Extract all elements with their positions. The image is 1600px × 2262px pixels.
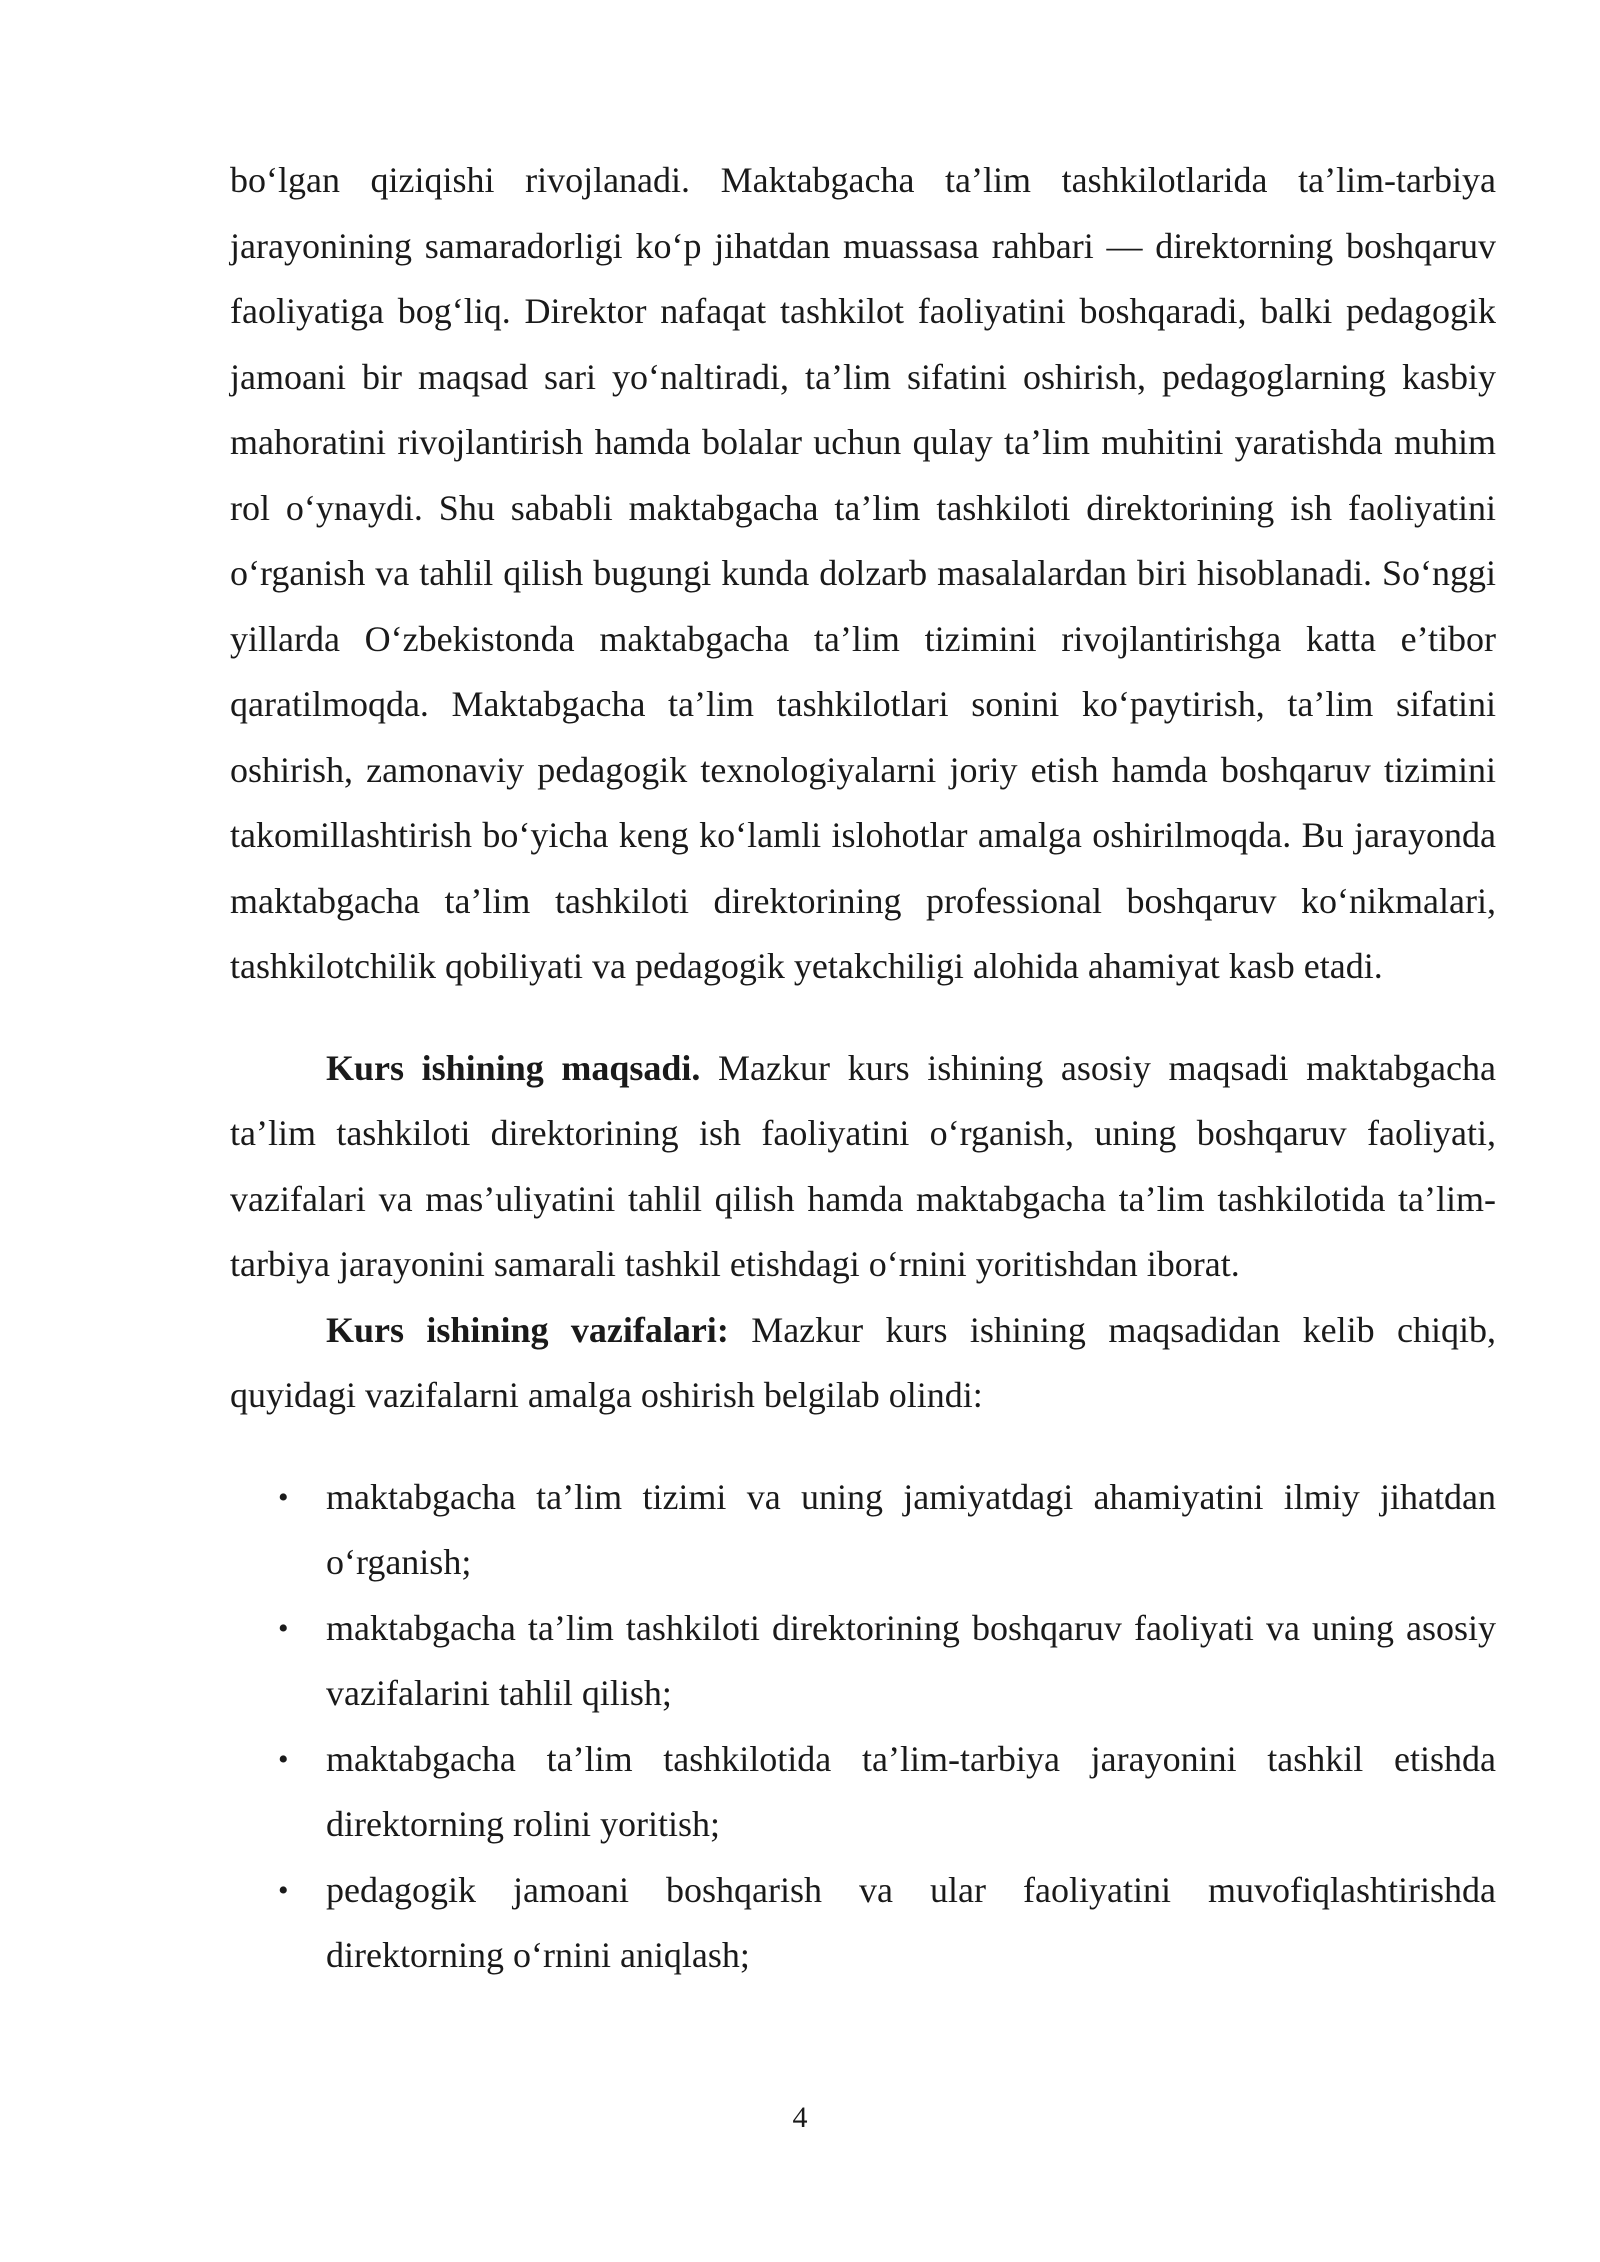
document-page (230, 148, 1496, 1989)
page-number: 4 (792, 2101, 808, 2134)
list-item-text: maktabgacha ta’lim tashkilotida ta’lim-tarbiya jarayonini tashkil etishda direktorning rolini yoritish; (326, 1738, 1496, 1844)
tasks-heading: Kurs ishining vazifalari: (326, 1309, 729, 1350)
aim-heading: Kurs ishining maqsadi. (326, 1047, 701, 1088)
aim-text: Mazkur kurs ishining asosiy maqsadi maktabgacha ta’lim tashkiloti direktorining ish faoliyatini o‘rganish, uning boshqaruv faoliyati, vazifalari va mas’uliyatini tahlil qilish hamda maktabgacha ta’lim tashkilotida ta’lim-tarbiya jarayonini samarali tashkil etishdagi o‘rnini yoritishdan iborat. (230, 1047, 1496, 1284)
list-item (230, 1727, 1496, 1858)
tasks-list (230, 1465, 1496, 1989)
list-item (230, 1858, 1496, 1989)
tasks-text: Mazkur kurs ishining maqsadidan kelib chiqib, quyidagi vazifalarni amalga oshirish belgilab olindi: (230, 1309, 1497, 1415)
bullet-icon: • (278, 1611, 289, 1645)
bullet-icon: • (278, 1480, 289, 1514)
aim-paragraph (230, 1036, 1496, 1298)
list-item-text: maktabgacha ta’lim tashkiloti direktorining boshqaruv faoliyati va uning asosiy vazifalarini tahlil qilish; (326, 1607, 1496, 1713)
bullet-icon: • (278, 1873, 289, 1907)
bullet-icon: • (278, 1742, 289, 1776)
list-item-text: pedagogik jamoani boshqarish va ular faoliyatini muvofiqlashtirishda direktorning o‘rnini aniqlash; (326, 1869, 1496, 1975)
tasks-paragraph (230, 1298, 1496, 1429)
list-item (230, 1596, 1496, 1727)
intro-paragraph: bo‘lgan qiziqishi rivojlanadi. Maktabgacha ta’lim tashkilotlarida ta’lim-tarbiya jarayonining samaradorligi ko‘p jihatdan muassasa rahbari — direktorning boshqaruv faoliyatiga bog‘liq. Direktor nafaqat tashkilot faoliyatini boshqaradi, balki pedagogik jamoani bir maqsad sari yo‘naltiradi, ta’lim sifatini oshirish, pedagoglarning kasbiy mahoratini rivojlantirish hamda bolalar uchun qulay ta’lim muhitini yaratishda muhim rol o‘ynaydi. Shu sababli maktabgacha ta’lim tashkiloti direktorining ish faoliyatini o‘rganish va tahlil qilish bugungi kunda dolzarb masalalardan biri hisoblanadi. So‘nggi yillarda O‘zbekistonda maktabgacha ta’lim tizimini rivojlantirishga katta e’tibor qaratilmoqda. Maktabgacha ta’lim tashkilotlari sonini ko‘paytirish, ta’lim sifatini oshirish, zamonaviy pedagogik texnologiyalarni joriy etish hamda boshqaruv tizimini takomillashtirish bo‘yicha keng ko‘lamli islohotlar amalga oshirilmoqda. Bu jarayonda maktabgacha ta’lim tashkiloti direktorining professional boshqaruv ko‘nikmalari, tashkilotchilik qobiliyati va pedagogik yetakchiligi alohida ahamiyat kasb etadi. (230, 160, 1496, 986)
list-item (230, 1465, 1496, 1596)
list-item-text: maktabgacha ta’lim tizimi va uning jamiyatdagi ahamiyatini ilmiy jihatdan o‘rganish; (326, 1476, 1496, 1582)
